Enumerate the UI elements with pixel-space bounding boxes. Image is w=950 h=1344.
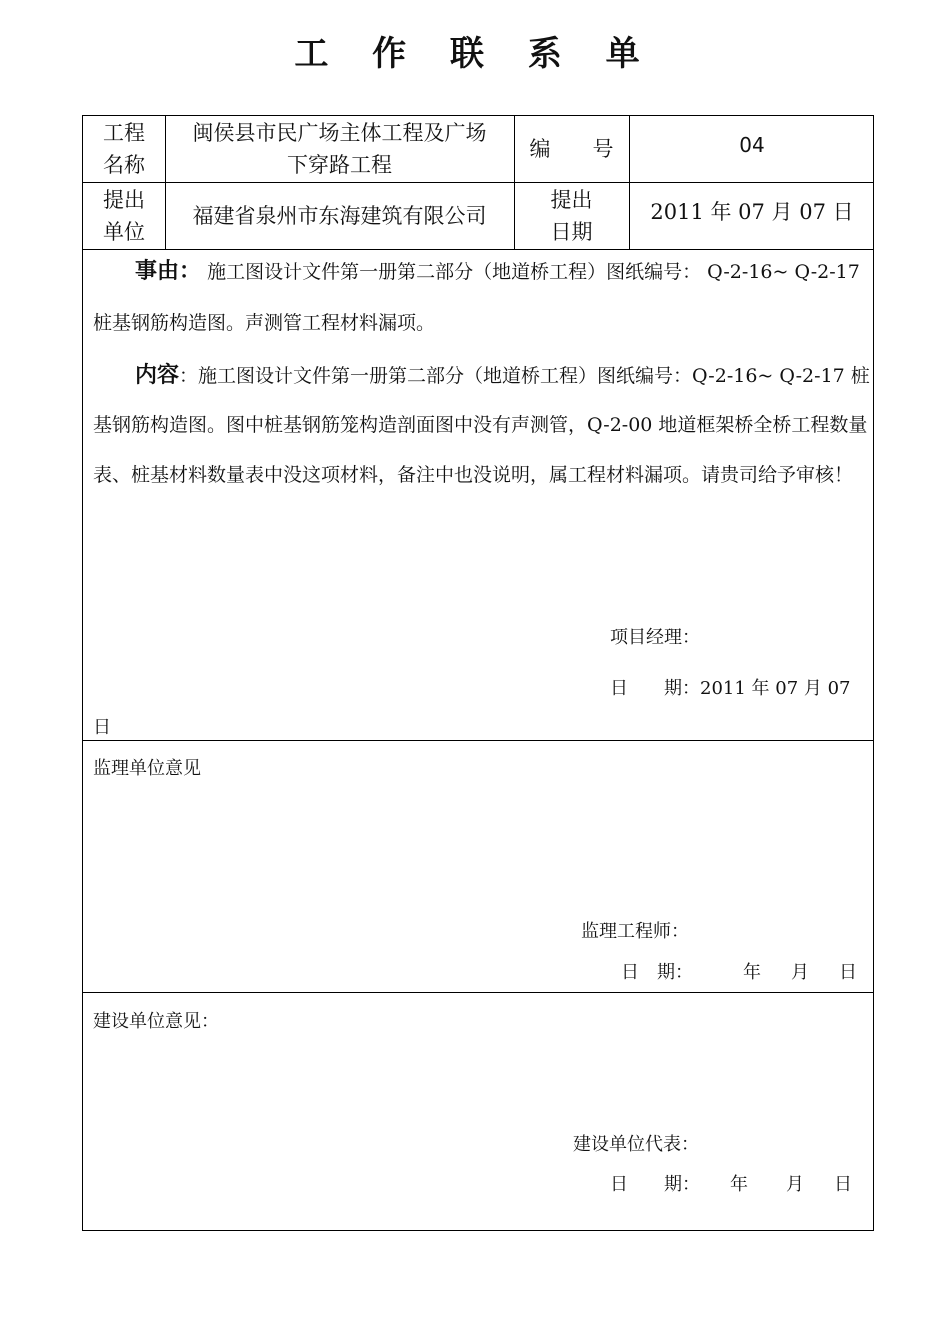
project-date-line: 日 期：2011 年 07 月 07 — [610, 678, 851, 699]
section-divider — [83, 992, 873, 993]
project-name-label: 工程 名称 — [103, 121, 145, 177]
owner-opinion-label: 建设单位意见： — [93, 1011, 219, 1032]
section-divider — [83, 740, 873, 741]
reason-line-1: 事由： 施工图设计文件第一册第二部分（地道桥工程）图纸编号： Q-2-16~ Q-2-17 — [135, 258, 860, 284]
submit-date-label: 提出 日期 — [550, 187, 593, 244]
submit-date-value: 2011 年 07 月 07 日 — [650, 199, 854, 224]
content-line-1: 内容：施工图设计文件第一册第二部分（地道桥工程）图纸编号：Q-2-16~ Q-2-17 桩 — [135, 362, 870, 388]
content-line-2: 基钢筋构造图。图中桩基钢筋笼构造剖面图中没有声测管，Q-2-00 地道框架桥全桥工程数量 — [93, 414, 868, 436]
content-line-3: 表、桩基材料数量表中没这项材料，备注中也没说明，属工程材料漏项。请贵司给予审核！ — [93, 464, 854, 486]
supervision-opinion-label: 监理单位意见 — [93, 758, 201, 779]
submitter-value: 福建省泉州市东海建筑有限公司 — [192, 203, 487, 228]
project-date-wrap: 日 — [93, 717, 111, 738]
owner-date-line: 日 期： 年 月 日 — [610, 1174, 852, 1195]
row-divider — [83, 249, 873, 250]
reason-line-2: 桩基钢筋构造图。声测管工程材料漏项。 — [93, 312, 436, 334]
number-value: 04 — [739, 133, 765, 157]
project-name-value: 闽侯县市民广场主体工程及广场 下穿路工程 — [192, 121, 487, 177]
document-title: 工 作 联 系 单 — [294, 34, 656, 74]
submitter-label: 提出 单位 — [103, 187, 145, 244]
supervision-engineer-label: 监理工程师： — [581, 921, 689, 942]
supervision-date-line: 日 期： 年 月 日 — [621, 962, 857, 983]
contact-form-table — [82, 115, 874, 1231]
project-manager-label: 项目经理： — [610, 627, 700, 648]
number-label: 编 号 — [529, 137, 614, 161]
owner-representative-label: 建设单位代表： — [573, 1134, 699, 1155]
